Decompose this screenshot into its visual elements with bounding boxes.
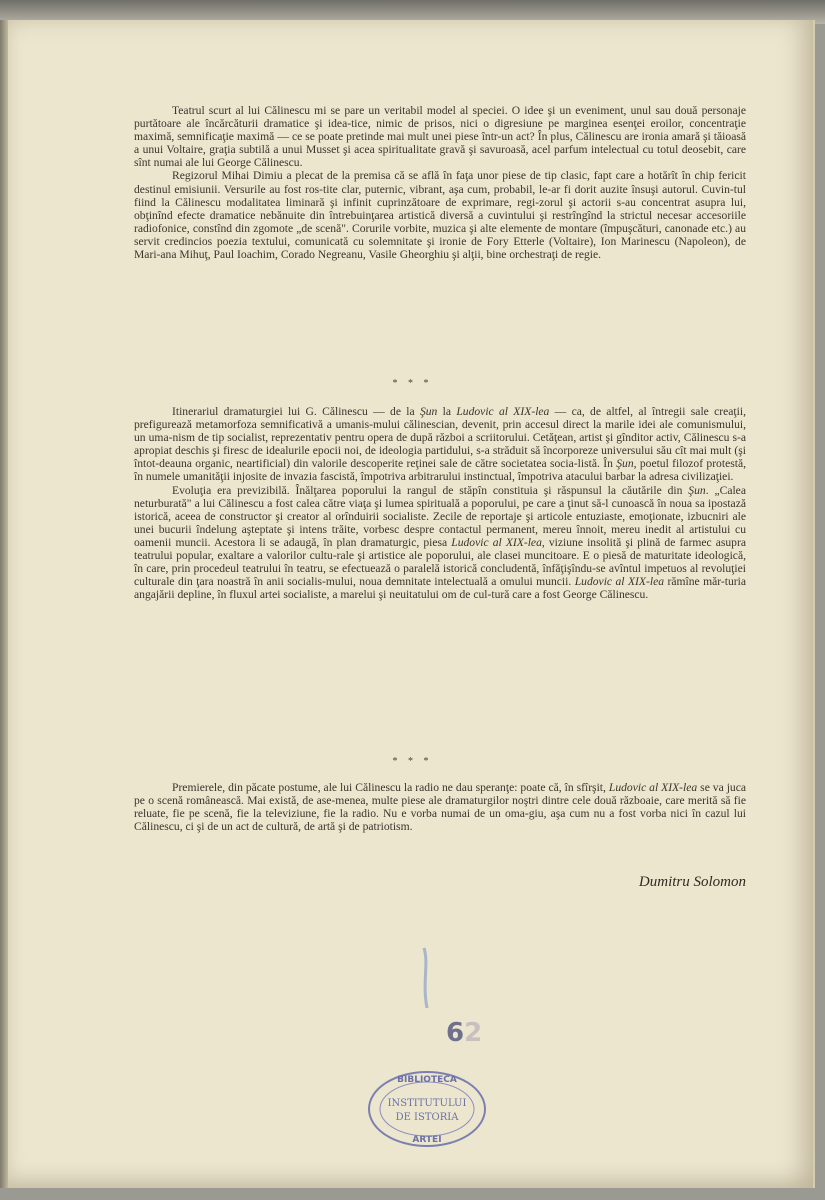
stamp-line-1: BIBLIOTECA	[397, 1075, 457, 1085]
page-number: 62	[446, 1018, 483, 1048]
stamp-line-2: INSTITUTULUI	[387, 1098, 467, 1109]
author-signature: Dumitru Solomon	[638, 874, 746, 890]
paragraph: Evoluţia era previzibilă. Înălţarea poporului la rangul de stăpîn constituia şi răspunsul la căutările din Şun. „Calea neturburată" a lui Călinescu a fost calea către viaţa şi lumea spirituală a poporului, pe care a ţinut să-l cunoască în noua sa ipostază istorică, aceea de constructor şi creator al orînduirii socialiste. Zecile de reportaje şi articole entuziaste, emoţionate, izbucniri ale unei bucurii îndelung aşteptate şi intens trăite, vorbesc despre contactul permanent, mereu înnoit, mereu inedit al artistului cu oamenii muncii. Acestora li se adaugă, în plan dramaturgic, piesa Ludovic al XIX-lea, viziune insolită şi plină de farmec asupra teatrului popular, exaltare a valorilor cultu-rale şi artistice ale poporului, ale clasei muncitoare. E o piesă de maturitate ideologică, în care, prin procedeul teatrului în teatru, se efectuează o paralelă istorică concludentă, înfăţişîndu-se avîntul impetuos al revoluţiei culturale din ţara noastră în anii socialis-mului, noua demnitate intelectuală a omului muncii. Ludovic al XIX-lea rămîne măr-turia angajării depline, în fluxul artei socialiste, a marelui şi neuitatului om de cul-tură care a fost George Călinescu.	[134, 483, 747, 602]
section-separator: * * *	[392, 756, 433, 767]
section-dramaturgy	[134, 405, 746, 601]
library-stamp	[364, 1068, 490, 1150]
pencil-mark	[420, 946, 432, 1010]
section-radio-review	[134, 104, 746, 261]
paragraph: Itinerariul dramaturgiei lui G. Călinescu — de la Şun la Ludovic al XIX-lea — ca, de altfel, al întregii sale creaţii, prefigurează metamorfoza semnificativă a umanis-mului călinescian, devenit, prin accesul direct la marile idei ale comunismului, un uma-nism de tip socialist, reprezentativ pentru opera de după război a scriitorului. Cetăţean, artist şi gînditor activ, Călinescu s-a apropiat deschis şi firesc de idealurile epocii noi, de ideologia partidului, s-a străduit să încorporeze universului său cît mai mult (şi întot-deauna organic, neartificial) din valorile descoperite reţinei sale de către societatea socia-listă. În Şun, poetul filozof protestă, în numele umanităţii injosite de invazia fascistă, împotriva arbitrarului instinctual, împotriva atacului barbar la adresa civilizaţiei.	[134, 405, 746, 484]
paragraph: Regizorul Mihai Dimiu a plecat de la premisa că se află în faţa unor piese de tip clasic, fapt care a hotărît în chip fericit destinul emisiunii. Versurile au fost ros-tite clar, puternic, vibrant, aşa cum, probabil, le-ar fi dorit auzite însuşi autorul. Cuvin-tul fiind la Călinescu modalitatea liminară şi infinit cuprinzătoare de exprimare, regi-zorul şi actorii s-au concentrat asupra lui, obţinînd efecte dramatice nebănuite din întrebuinţarea artistică diversă a cuvintului şi restrîngînd la strictul necesar accesoriile radiofonice, constînd din zgomote „de scenă". Corurile vorbite, muzica şi alte elemente de montare (împuşcături, canonade etc.) au servit credincios poezia textului, comunicată cu solemnitate şi ironie de Fory Etterle (Voltaire), Ion Marinescu (Napoleon), de Mari-ana Mihuţ, Paul Ioachim, Corado Negreanu, Vasile Gheorghiu şi alţii, bine orchestraţi de regie.	[134, 169, 746, 262]
paragraph: Teatrul scurt al lui Călinescu mi se pare un veritabil model al speciei. O idee şi un eveniment, unul sau două personaje purtătoare ale încărcăturii dramatice şi idea-tice, nimic de prisos, nici o digresiune pe marginea esenţei eroilor, concentraţie maximă, semnificaţie maximă — ce se poate pretinde mai mult unei piese într-un act? În plus, Călinescu are ironia amară şi tăioasă a unui Voltaire, graţia subtilă a unui Musset şi acea spiritualitate gravă şi savuroasă, acel parfum intelectual cu totul deosebit, care sînt numai ale lui George Călinescu.	[134, 104, 746, 170]
stamp-line-3: DE ISTORIA	[395, 1112, 459, 1123]
page-number-ghost: 2	[464, 1018, 483, 1048]
section-separator: * * *	[392, 378, 433, 389]
section-conclusion	[134, 781, 746, 833]
stamp-line-4: ARTEI	[412, 1135, 442, 1145]
paragraph: Premierele, din păcate postume, ale lui Călinescu la radio ne dau speranţe: poate că, în sfîrşit, Ludovic al XIX-lea se va juca pe o scenă românească. Mai există, de ase-menea, multe piese ale dramaturgilor noştri dintre cele două războaie, care merită să fie reluate, fie pe scenă, fie la televiziune, fie la radio. Nu e vorba numai de un oma-giu, aşa cum nu a fost vorba nici în cazul lui Călinescu, ci şi de un act de cultură, de artă şi de patriotism.	[134, 781, 747, 834]
